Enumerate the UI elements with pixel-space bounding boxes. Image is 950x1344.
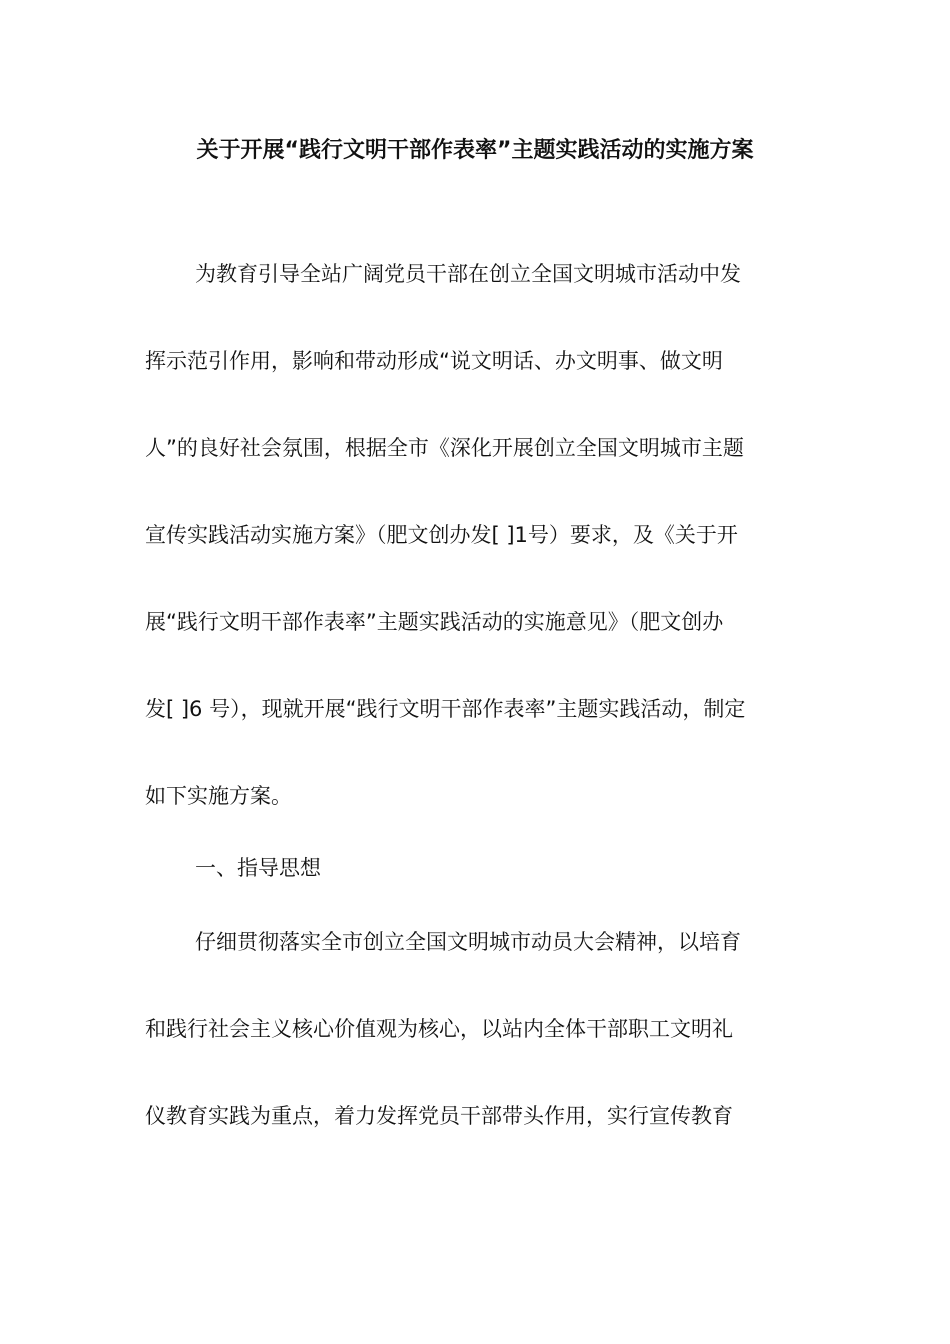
paragraph-line: 为教育引导全站广阔党员干部在创立全国文明城市活动中发 [195, 262, 741, 286]
paragraph-line: 如下实施方案。 [145, 784, 292, 808]
paragraph-line: 仪教育实践为重点，着力发挥党员干部带头作用，实行宣传教育 [145, 1104, 733, 1128]
paragraph-line: 挥示范引作用，影响和带动形成“说文明话、办文明事、做文明 [145, 349, 723, 373]
paragraph-line: 仔细贯彻落实全市创立全国文明城市动员大会精神，以培育 [195, 930, 741, 954]
paragraph-line: 宣传实践活动实施方案》（肥文创办发[ ]1号）要求，及《关于开 [145, 523, 738, 547]
paragraph-line: 展“践行文明干部作表率”主题实践活动的实施意见》（肥文创办 [145, 610, 724, 634]
paragraph-line: 发[ ]6 号），现就开展“践行文明干部作表率”主题实践活动，制定 [145, 697, 746, 721]
document-title: 关于开展“践行文明干部作表率”主题实践活动的实施方案 [196, 138, 754, 163]
paragraph-line: 人”的良好社会氛围，根据全市《深化开展创立全国文明城市主题 [145, 436, 744, 460]
paragraph-line: 和践行社会主义核心价值观为核心，以站内全体干部职工文明礼 [145, 1017, 733, 1041]
section-heading: 一、指导思想 [195, 856, 321, 880]
